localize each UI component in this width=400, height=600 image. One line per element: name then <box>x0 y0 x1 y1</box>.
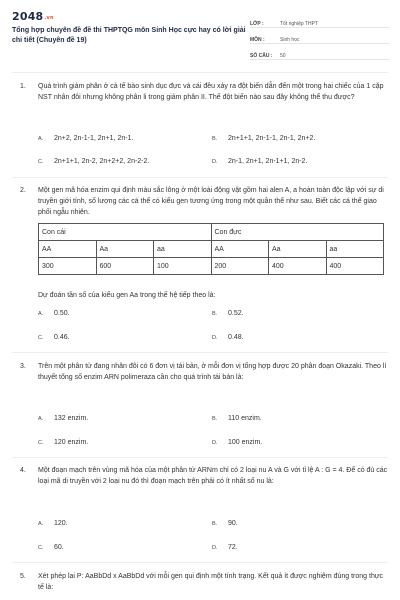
table-cell: 600 <box>96 258 154 275</box>
answer-option[interactable] <box>212 310 244 317</box>
option-label: A. <box>38 521 44 527</box>
answer-option[interactable] <box>38 158 149 165</box>
table-row <box>39 241 384 258</box>
meta-label: LỚP : <box>250 21 264 27</box>
option-label: A. <box>38 416 44 422</box>
table-cell: AA <box>39 241 97 258</box>
meta-value: Tốt nghiệp THPT <box>280 21 318 27</box>
meta-value: 50 <box>280 53 286 59</box>
answer-option[interactable] <box>38 439 88 446</box>
meta-value: Sinh học <box>280 37 300 43</box>
table-cell: Aa <box>269 241 327 258</box>
site-logo[interactable] <box>12 10 54 23</box>
meta-row-subject <box>250 30 390 44</box>
table-row <box>39 258 384 275</box>
meta-row-class <box>250 14 390 28</box>
option-text: 120. <box>54 520 68 527</box>
option-text: 2n+2, 2n-1-1, 2n+1, 2n-1. <box>54 135 134 142</box>
logo-suffix: .vn <box>44 15 54 21</box>
question-number: 2. <box>20 187 26 194</box>
answer-option[interactable] <box>212 520 238 527</box>
question-number: 1. <box>20 83 26 90</box>
answer-option[interactable] <box>38 415 88 422</box>
meta-label: SỐ CÂU : <box>250 53 273 59</box>
table-cell: 400 <box>326 258 384 275</box>
document-title: Tổng hợp chuyên đề đề thi THPTQG môn Sinh Học cực hay có lời giải chi tiết (Chuyên đề 19) <box>12 27 246 44</box>
table-header-cell: Con cái <box>39 224 212 241</box>
question-number: 3. <box>20 363 26 370</box>
option-text: 0.52. <box>228 310 244 317</box>
divider <box>12 72 388 73</box>
question-text: Xét phép lai P: AaBbDd x AaBbDd với mỗi gen qui định một tính trạng. Kết quả ít được nghiệm đúng trong thực tế là: <box>38 573 384 591</box>
answer-option[interactable] <box>38 310 70 317</box>
table-header-row <box>39 224 384 241</box>
answer-option[interactable] <box>38 135 133 142</box>
table-cell: 100 <box>154 258 212 275</box>
table-cell: 300 <box>39 258 97 275</box>
divider <box>12 177 388 178</box>
option-text: 120 enzim. <box>54 439 89 446</box>
answer-option[interactable] <box>212 544 238 551</box>
option-label: B. <box>212 311 218 317</box>
question-text: Một đoạn mạch trên vùng mã hóa của một phân tử ARNm chỉ có 2 loại nu A và G với tỉ lệ A : G = 4. Để có đủ các loại mã di truyền với 2 loại nu đó thì đoạn mạch trên phải có ít nhất số nu là: <box>38 467 388 485</box>
answer-option[interactable] <box>212 415 262 422</box>
option-text: 0.50. <box>54 310 70 317</box>
option-text: 2n+1+1, 2n-1-1, 2n-1, 2n+2. <box>228 135 316 142</box>
answer-option[interactable] <box>38 544 64 551</box>
table-cell: Aa <box>96 241 154 258</box>
option-label: D. <box>212 545 218 551</box>
option-label: C. <box>38 159 44 165</box>
question-text: Quá trình giảm phân ở cả tế bào sinh dục đực và cái đều xảy ra đột biến dẫn đến một trong hai chiếc của 1 cặp NST nhân đôi nhưng không phân li trong giảm phân II. Thể đột biến nào sau đây không thể thu được? <box>38 83 384 101</box>
table-header-cell: Con đực <box>211 224 384 241</box>
option-label: A. <box>38 311 44 317</box>
option-label: D. <box>212 335 218 341</box>
option-label: C. <box>38 440 44 446</box>
answer-option[interactable] <box>38 520 68 527</box>
option-label: D. <box>212 440 218 446</box>
meta-label: MÔN : <box>250 37 265 43</box>
table-cell: aa <box>326 241 384 258</box>
table-cell: aa <box>154 241 212 258</box>
option-label: D. <box>212 159 218 165</box>
option-label: C. <box>38 335 44 341</box>
option-text: 0.48. <box>228 334 244 341</box>
option-text: 110 enzim. <box>228 415 262 422</box>
answer-option[interactable] <box>212 135 315 142</box>
divider <box>12 352 388 353</box>
table-cell: AA <box>211 241 269 258</box>
question-prompt: Dự đoán tần số của kiểu gen Aa trong thế hệ tiếp theo là: <box>38 292 216 299</box>
option-label: B. <box>212 136 218 142</box>
option-text: 2n-1, 2n+1, 2n-1+1, 2n-2. <box>228 158 308 165</box>
table-cell: 200 <box>211 258 269 275</box>
question-number: 4. <box>20 467 26 474</box>
answer-option[interactable] <box>212 439 262 446</box>
question-text: Trên một phân tử đang nhân đôi có 6 đơn vị tái bản, ở mỗi đơn vị tổng hợp được 20 phân đoạn Okazaki. Theo lí thuyết tổng số enzim ARN polimeraza cần cho quá trình tái bản là: <box>38 363 387 381</box>
option-label: B. <box>212 521 218 527</box>
question-number: 5. <box>20 573 26 580</box>
option-label: C. <box>38 545 44 551</box>
option-label: B. <box>212 416 218 422</box>
answer-option[interactable] <box>38 334 70 341</box>
option-text: 2n+1+1, 2n-2, 2n+2+2, 2n-2-2. <box>54 158 150 165</box>
genotype-table <box>38 223 384 275</box>
divider <box>12 562 388 563</box>
option-text: 90. <box>228 520 238 527</box>
option-label: A. <box>38 136 44 142</box>
option-text: 72. <box>228 544 238 551</box>
answer-option[interactable] <box>212 158 307 165</box>
option-text: 100 enzim. <box>228 439 263 446</box>
table-cell: 400 <box>269 258 327 275</box>
question-text: Một gen mã hóa enzim qui định màu sắc lông ở một loài động vật gồm hai alen A, a hoàn toàn độc lập với sự di truyền giới tính, số lượng các cá thể có kiểu gen tương ứng trong một quần thể như sau. Biết các cá thể giao phối ngẫu nhiên. <box>38 187 384 216</box>
answer-option[interactable] <box>212 334 244 341</box>
option-text: 132 enzim. <box>54 415 89 422</box>
option-text: 60. <box>54 544 64 551</box>
meta-row-question-count <box>250 46 390 60</box>
document-meta <box>250 14 390 62</box>
logo-text: 2048 <box>12 10 44 23</box>
divider <box>12 457 388 458</box>
option-text: 0.46. <box>54 334 70 341</box>
